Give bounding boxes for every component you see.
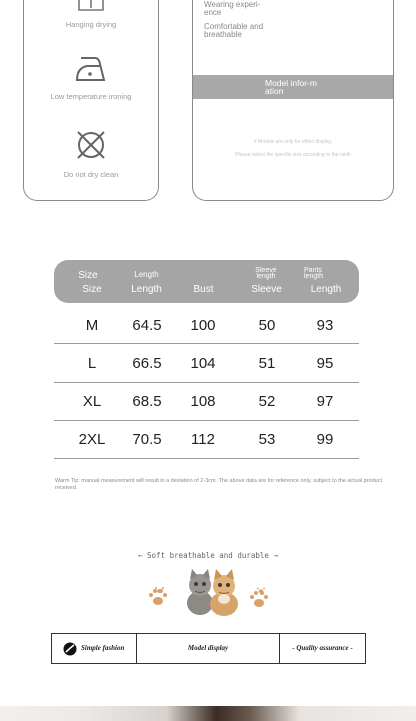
- no-dry-clean-icon: [75, 129, 107, 161]
- measurement-cell: 70.5: [132, 431, 162, 448]
- measurement-cell: 68.5: [132, 393, 162, 410]
- measurement-cell: 51: [258, 355, 276, 372]
- cats-illustration: [178, 569, 246, 617]
- measurement-cell: 64.5: [132, 317, 162, 334]
- model-info-bar: [193, 75, 393, 99]
- product-info-card: [192, 0, 394, 201]
- measurement-cell: 97: [316, 393, 334, 410]
- table-row-divider: [54, 343, 359, 344]
- bottom-nav-bar: [51, 633, 366, 664]
- header-pants-small: Pants length: [304, 267, 324, 280]
- header-bust: Bust: [193, 284, 214, 295]
- size-cell: XL: [82, 393, 102, 410]
- measurement-cell: 95: [316, 355, 334, 372]
- ironing-label: Low temperature ironing: [50, 92, 132, 101]
- model-note-line1: # Models are only for effect display,: [253, 139, 333, 145]
- warm-tip: Warm Tip: manual measurement will result in a deviation of 2-3cm. The above data are for reference only, subject to the actual product received.: [55, 478, 383, 491]
- header-length-small: Length: [134, 270, 159, 279]
- quality-assurance-label: - Quality assurance -: [292, 644, 353, 652]
- iron-icon: [75, 54, 107, 84]
- table-row-divider: [54, 420, 359, 421]
- care-instructions-card: [23, 0, 159, 201]
- size-table-header: [54, 260, 359, 303]
- model-note-line2: Please select the specific size according to the ninth: [235, 152, 351, 158]
- measurement-cell: 104: [190, 355, 216, 372]
- header-pants-length: Length: [310, 284, 342, 295]
- header-length: Length: [131, 284, 162, 295]
- model-info-label: Model infor-mation: [265, 78, 317, 96]
- measurement-cell: 52: [258, 393, 276, 410]
- brush-logo-icon: [63, 642, 77, 656]
- header-sleeve-small: Sleeve length: [255, 267, 277, 280]
- measurement-cell: 100: [190, 317, 216, 334]
- header-sleeve: Sleeve: [251, 284, 282, 295]
- measurement-cell: 53: [258, 431, 276, 448]
- header-size-small: Size: [78, 270, 98, 281]
- paw-left-icon: [147, 585, 169, 609]
- tagline: ← Soft breathable and durable →: [138, 551, 278, 560]
- size-cell: 2XL: [78, 431, 106, 448]
- hanging-dry-icon: [76, 0, 106, 12]
- table-row-divider: [54, 458, 359, 459]
- no-dry-clean-label: Do not dry clean: [63, 170, 119, 179]
- measurement-cell: 99: [316, 431, 334, 448]
- model-display-label: Model display: [187, 644, 229, 652]
- table-row-divider: [54, 382, 359, 383]
- measurement-cell: 93: [316, 317, 334, 334]
- hanging-dry-label: Hanging drying: [65, 20, 117, 29]
- measurement-cell: 66.5: [132, 355, 162, 372]
- size-cell: L: [87, 355, 97, 372]
- measurement-cell: 108: [190, 393, 216, 410]
- size-cell: M: [85, 317, 99, 334]
- paw-right-icon: [248, 584, 270, 610]
- feature-wearing-experience: Wearing experi-ence: [204, 0, 261, 17]
- measurement-cell: 50: [258, 317, 276, 334]
- header-size: Size: [82, 284, 102, 295]
- feature-comfortable: Comfortable and breathable: [204, 22, 264, 39]
- measurement-cell: 112: [191, 431, 215, 448]
- simple-fashion-label: Simple fashion: [81, 644, 125, 652]
- model-photo-strip: [0, 706, 416, 721]
